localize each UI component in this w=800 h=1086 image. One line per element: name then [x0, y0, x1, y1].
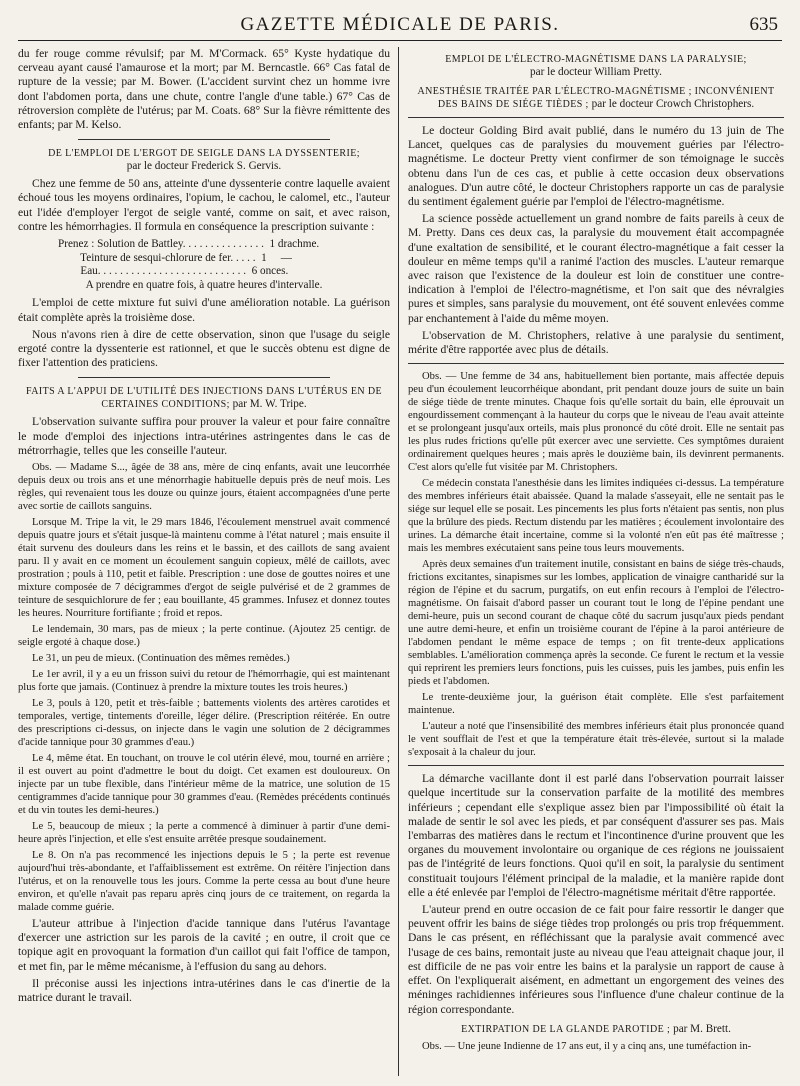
observation-paragraph: Le 1er avril, il y a eu un frisson suivi du retour de l'hémorrhagie, qui est maintenant plus forte que jamais. (Continuez à prendre la mixture toutes les trois heures.) [18, 669, 390, 694]
left-column [18, 47, 390, 1080]
paragraph: La démarche vacillante dont il est parlé dans l'observation pourrait laisser quelque incertitude sur la conservation parfaite de la motilité des membres inférieurs ; cependant elle s'explique assez bien par l'impossibilité où était la malade de sentir le sol avec les pieds, et par conséquent d'assurer ses pas. Mais l'embarras des matières dans le rectum et l'incontinence d'urine prouvent que les organes du mouvement involontaire ou organique de ces régions ne jouissaient pas de l'intégrité de leurs fonctions. Quoi qu'il en soit, la paralysie du sentiment constituait toujours l'élément principal de la maladie, et la manière rapide dont elle a été enlevée par l'emploi de l'électro-magnétisme méritait d'être rapportée. [408, 772, 784, 899]
paragraph: L'emploi de cette mixture fut suivi d'une amélioration notable. La guérison était complète après la troisième dose. [18, 296, 390, 324]
paragraph: Il préconise aussi les injections intra-utérines dans le cas d'inertie de la matrice durant le travail. [18, 976, 390, 1005]
paragraph: Nous n'avons rien à dire de cette observation, sinon que l'usage du seigle ergoté contre la dyssenterie est rationnel, et que le succès obtenu est digne de fixer l'attention des praticiens. [18, 327, 390, 370]
section-heading-anesthesia [408, 85, 784, 111]
paragraph: La science possède actuellement un grand nombre de faits pareils à ceux de M. Pretty. Dans ces deux cas, la paralysie du mouvement était accompagnée d'une exaltation de sensibilité, et le courant électro-magnétique a fait cesser la douleur en même temps qu'il a ranimé l'action des muscles. L'auteur remarque avec raison que l'existence de la douleur est loin de constituer une contre-indication à l'emploi de l'électro-magnétisme, et l'on sait que des névralgies pures et simples, sans paralysie du mouvement, ont été souvent enlevées comme par enchantement à l'aide du même moyen. [408, 212, 784, 325]
observation-paragraph: Le trente-deuxième jour, la guérison était complète. Elle s'est parfaitement maintenue. [408, 692, 784, 717]
divider [408, 765, 784, 766]
section-heading-ergot [18, 147, 390, 173]
prescription-line: Teinture de sesqui-chlorure de fer. . . . . 1 — [58, 251, 292, 264]
prescription-line: A prendre en quatre fois, à quatre heures d'intervalle. [85, 278, 323, 291]
observation-paragraph: Obs. — Une jeune Indienne de 17 ans eut, il y a cinq ans, une tuméfaction in- [422, 1040, 752, 1052]
section-title: EMPLOI DE L'ÉLECTRO-MAGNÉTISME DANS LA PARALYSIE; [445, 54, 747, 65]
prescription-line: Eau. . . . . . . . . . . . . . . . . . . . . . . . . . . 6 onces. [58, 265, 289, 278]
prescription-line: Prenez : Solution de Battley. . . . . . . . . . . . . . . 1 drachme. [58, 238, 320, 251]
section-title: FAITS A L'APPUI DE L'UTILITÉ DES INJECTIONS DANS L'UTÉRUS EN DE CERTAINES CONDITIONS; [26, 386, 382, 411]
paragraph: Chez une femme de 50 ans, atteinte d'une dyssenterie contre laquelle avaient échoué tous les moyens ordinaires, l'opium, le cachou, le calomel, etc., l'auteur eut l'idée d'employer l'ergot de seigle vanté, comme on sait, et avec raison, contre les hémorrhagies. Il formula en conséquence la prescription suivante : [18, 177, 390, 233]
paragraph: Le docteur Golding Bird avait publié, dans le numéro du 13 juin de The Lancet, quelques cas de paralysies du mouvement guéries par l'électro-magnétisme. Le docteur Pretty vient confirmer de son témoignage le succès obtenu dans l'un de ces cas, et publie à cette occasion deux observations analogues. D'un autre côté, le docteur Christophers rapporte un cas de paralysie du sentiment également guérie par l'emploi de l'électro-magnétisme. [408, 124, 784, 209]
divider [78, 139, 330, 140]
section-author: par le docteur William Pretty. [530, 66, 662, 78]
observation-paragraph: Après deux semaines d'un traitement inutile, consistant en bains de siége très-chauds, frictions excitantes, sinapismes sur les lombes, application de vinaigre cantharidé sur la région de l'épine et du sacrum, purgatifs, on eut enfin recours à l'emploi de l'électro-magnétisme. On faisait d'abord passer un courant tout le long de l'épine pendant une demi-heure, puis un second courant de chaque côté du sacrum jusqu'aux pieds pendant une autre demi-heure, et enfin un troisième courant de l'épine à la paroi antérieure de l'abdomen pendant le même espace de temps ; on fit trente-deux applications semblables. L'amélioration commença après la seconde. Ce furent le rectum et la vessie qui reprirent les premiers leurs fonctions, puis les cuisses, puis les jambes, puis enfin les pieds et l'abdomen. [408, 559, 784, 688]
paragraph: L'observation suivante suffira pour prouver la valeur et pour faire connaître le mode d'emploi des injections intra-utérines astringentes dans le cas de métrorrhagie, telles que les conseille l'auteur. [18, 415, 390, 457]
observation-paragraph: L'auteur a noté que l'insensibilité des membres inférieurs était plus prononcée quand le vent soufflait de l'est et que la température était très-élevée, surtout si la malade s'exposait à la chaleur du jour. [408, 721, 784, 759]
page-header [18, 14, 782, 41]
journal-title: GAZETTE MÉDICALE DE PARIS. [240, 14, 560, 35]
section-heading-parotide [408, 1023, 784, 1036]
observation-paragraph: Le 8. On n'a pas recommencé les injections depuis le 5 ; la perte est revenue aujourd'hui très-abondante, et l'affaiblissement est extrême. On réitère l'injection dans l'utérus, et on la renouvelle tous les jours. Comme la perte cessa au bout d'une heure environ, et qu'elle n'avait pas reparu après cinq jours de ce traitement, on regarda la malade comme guérie. [18, 850, 390, 914]
observation-paragraph: Obs. — Une femme de 34 ans, habituellement bien portante, mais affectée depuis peu d'un écoulement leucorrhéique abondant, prit pendant douze jours de suite un bain de siége tiède de trente minutes. Chaque fois qu'elle sortait du bain, elle éprouvait un engourdissement commençant à la hauteur du corps que le niveau de l'eau avait atteinte et se prolongeant jusqu'aux orteils, mais plus prononcé du côté droit. Elle ne sentait pas les plus rudes frictions qu'elle pût exercer avec une serviette. Ces symptômes duraient ordinairement quelques heures ; mais après le douzième bain, ils devinrent permanents. C'est alors qu'elle fut visitée par M. Christophers. [408, 371, 784, 474]
observation-paragraph: Lorsque M. Tripe la vit, le 29 mars 1846, l'écoulement menstruel avait commencé depuis quatre jours et s'était jusque-là maintenu comme à l'état naturel ; mais ensuite il était survenu des douleurs dans les reins et le bassin, et des caillots de sang avaient paru. Il y avait en ce moment un écoulement sanguin copieux, mêlé de caillots, avec prostration ; pouls à 110, petit et faible. Prescription : une dose de gouttes noires et une mixture composée de 7 décigrammes d'ergot de seigle pulvérisé et de 2 grammes de teinture de sesquichlorure de fer ; eau bouillante, 45 grammes. Infusez et donnez toutes les heures. Nourriture fortifiante ; froid et repos. [18, 517, 390, 620]
section-title: ANESTHÉSIE TRAITÉE PAR L'ÉLECTRO-MAGNÉTISME ; INCONVÉNIENT DES BAINS DE SIÉGE TIÈDES ; [417, 86, 775, 110]
divider [78, 377, 330, 378]
column-rule [398, 47, 399, 1076]
observation-paragraph: Le 3, pouls à 120, petit et très-faible ; battements violents des artères carotides et temporales, vertige, tintements d'oreille, léger délire. (Prescription réitérée. En outre des prescriptions ci-dessus, on injecte dans le vagin une solution de 2 décigrammes d'acide tannique pour 30 grammes d'eau.) [18, 698, 390, 749]
divider [408, 117, 784, 118]
section-heading-injections [18, 385, 390, 411]
divider [408, 363, 784, 364]
right-column [408, 47, 784, 1080]
page-number: 635 [749, 14, 778, 35]
observation-paragraph: Le 31, un peu de mieux. (Continuation des mêmes remèdes.) [32, 653, 290, 665]
section-title: EXTIRPATION DE LA GLANDE PAROTIDE ; [461, 1023, 671, 1035]
section-author: par M. W. Tripe. [232, 398, 307, 411]
section-title: DE L'EMPLOI DE L'ERGOT DE SEIGLE DANS LA DYSSENTERIE; [48, 148, 360, 160]
observation-paragraph: Le lendemain, 30 mars, pas de mieux ; la perte continue. (Ajoutez 25 centigr. de seigle ergoté à chaque dose.) [18, 624, 390, 649]
observation-paragraph: Ce médecin constata l'anesthésie dans les limites indiquées ci-dessus. La température des membres inférieurs était abaissée. Quand la malade s'asseyait, elle ne sentait pas le siége sur lequel elle se posait. Les pincements les plus forts n'étaient pas sentis, non plus que la brûlure des pieds. Rectum distendu par les matières ; écoulement involontaire des urines. La démarche était incertaine, comme si la volonté n'en eût pas été maîtresse ; mais les membres exécutaient sans peine tous leurs mouvements. [408, 478, 784, 555]
paragraph: L'observation de M. Christophers, relative à une paralysie du sentiment, mérite d'être rapportée avec plus de détails. [408, 328, 784, 357]
observation-paragraph: Le 4, même état. En touchant, on trouve le col utérin élevé, mou, tourné en arrière ; il est ouvert au point d'admettre le bout du doigt. Cet examen est douloureux. On injecte par un tube flexible, dans l'intérieur même de la matrice, une solution de 15 centigrammes d'acide tannique pour 30 grammes d'eau. (Remèdes précédents continués et du vin toutes les demi-heures.) [18, 753, 390, 817]
prescription [58, 238, 390, 292]
observation-paragraph: Obs. — Madame S..., âgée de 38 ans, mère de cinq enfants, avait une leucorrhée depuis deux ou trois ans et une ménorrhagie habituelle depuis près de neuf mois. Les règles, qui revenaient tous les douze ou quinze jours, étaient accompagnées d'une perte avec sortie de caillots sanguins. [18, 462, 390, 513]
section-author: par le docteur Crowch Christophers. [591, 98, 755, 110]
paragraph: L'auteur attribue à l'injection d'acide tannique dans l'utérus l'avantage d'exercer une astriction sur les parois de la cavité ; en outre, il croit que ce topique agit en provoquant la formation d'un caillot qui fait l'office de tampon, et met fin, par le même mécanisme, à l'effusion du sang au dehors. [18, 917, 390, 973]
intro-paragraph: du fer rouge comme révulsif; par M. M'Cormack. 65° Kyste hydatique du cerveau ayant causé l'amaurose et la mort; par M. Berncastle. 66° Cas fatal de rupture de la vessie; par M. Bower. (L'accident survint chez un homme ivre dont l'abdomen porta, dans une chute, contre l'angle d'une table.) 67° Cas de rétroversion complète de l'utérus; par M. Coats. 68° Sur la fièvre rémittente des enfants; par M. Kelso. [18, 47, 390, 132]
paragraph: L'auteur prend en outre occasion de ce fait pour faire ressortir le danger que peuvent offrir les bains de siége tièdes trop prolongés ou pris trop fréquemment. Dans le cas présent, en réfléchissant que la paralysie avait commencé avec l'usage de ces bains, remontait juste au niveau que l'eau atteignait chaque jour, il est difficile de ne pas voir entre les bains et la paralysie un rapport de cause à effet. On l'expliquerait aisément, en admettant un engorgement des veines des méninges rachidiennes inférieures sous l'influence d'une chaleur continue de la région correspondante. [408, 903, 784, 1016]
section-author: par le docteur Frederick S. Gervis. [126, 160, 282, 173]
section-heading-electro [408, 53, 784, 79]
section-author: par M. Brett. [673, 1022, 731, 1035]
observation-paragraph: Le 5, beaucoup de mieux ; la perte a commencé à diminuer à partir d'une demi-heure après l'injection, et elle s'est ensuite arrêtée presque soudainement. [18, 821, 390, 846]
